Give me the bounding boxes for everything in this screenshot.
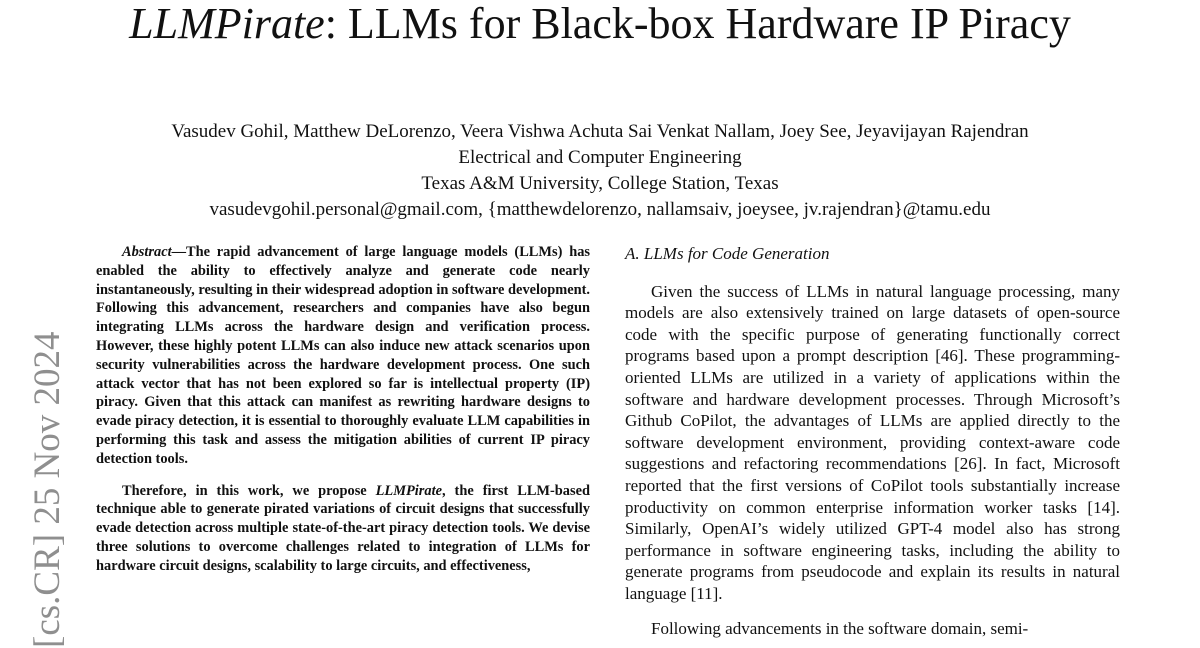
- paper-title-rest: : LLMs for Black-box Hardware IP Piracy: [324, 0, 1071, 48]
- paper-title: [0, 0, 1200, 48]
- abstract-dash: —: [171, 244, 186, 260]
- abstract-paragraph-1: [96, 243, 590, 469]
- section-paragraph-1: Given the success of LLMs in natural language processing, many models are also extensively trained on large datasets of open-source code with the specific purpose of generating functionally correct programs based upon a prompt description [46]. These programming-oriented LLMs are utilized in a variety of applications within the software and hardware development processes. Through Microsoft’s Github CoPilot, the advantages of LLMs are applied directly to the software development environment, providing context-aware code suggestions and refactoring recommendations [26]. In fact, Microsoft reported that the first versions of CoPilot tools substantially increase productivity on common enterprise information worker tasks [14]. Similarly, OpenAI’s widely utilized GPT-4 model also has strong performance in software engineering tasks, including the ability to generate programs from pseudocode and explain its results in natural language [11].: [625, 281, 1120, 603]
- paper-title-name: LLMPirate: [129, 0, 325, 48]
- author-department: Electrical and Computer Engineering: [458, 147, 742, 168]
- section-heading: A. LLMs for Code Generation: [625, 244, 830, 263]
- body-column-right: [625, 243, 1120, 639]
- abstract-text-2b: , the first LLM-based technique able to generate pirated variations of circuit designs that successfully evade detection across multiple state-of-the-art piracy detection tools. We devise three solutions to overcome challenges related to integration of LLMs for hardware circuit designs, scalability to large circuits, and effectiveness,: [96, 482, 590, 574]
- author-block: [0, 119, 1200, 223]
- section-paragraph-2: Following advancements in the software domain, semi-: [651, 618, 1029, 638]
- abstract-paragraph-2: [96, 482, 590, 576]
- abstract-text-1: The rapid advancement of large language models (LLMs) has enabled the ability to effectively analyze and generate code nearly instantaneously, resulting in their widespread adoption in software development. Following this advancement, researchers and companies have also begun integrating LLMs across the hardware design and verification process. However, these highly potent LLMs can also induce new attack scenarios upon security vulnerabilities across the hardware development process. One such attack vector that has not been explored so far is intellectual property (IP) piracy. Given that this attack can manifest as rewriting hardware designs to evade piracy detection, it is essential to thoroughly evaluate LLM capabilities in performing this task and assess the mitigation abilities of current IP piracy detection tools.: [96, 244, 590, 467]
- arxiv-identifier-stamp: [cs.CR] 25 Nov 2024: [27, 331, 68, 648]
- abstract-column: [96, 243, 590, 576]
- abstract-tool-name: LLMPirate: [375, 482, 442, 499]
- abstract-text-2a: Therefore, in this work, we propose: [122, 482, 376, 499]
- author-affiliation: Texas A&M University, College Station, Texas: [421, 173, 779, 194]
- author-names: Vasudev Gohil, Matthew DeLorenzo, Veera Vishwa Achuta Sai Venkat Nallam, Joey See, Jeyavijayan Rajendran: [171, 121, 1029, 142]
- author-emails: vasudevgohil.personal@gmail.com, {matthewdelorenzo, nallamsaiv, joeysee, jv.rajendran}@tamu.edu: [209, 199, 991, 220]
- abstract-label: Abstract: [122, 244, 172, 260]
